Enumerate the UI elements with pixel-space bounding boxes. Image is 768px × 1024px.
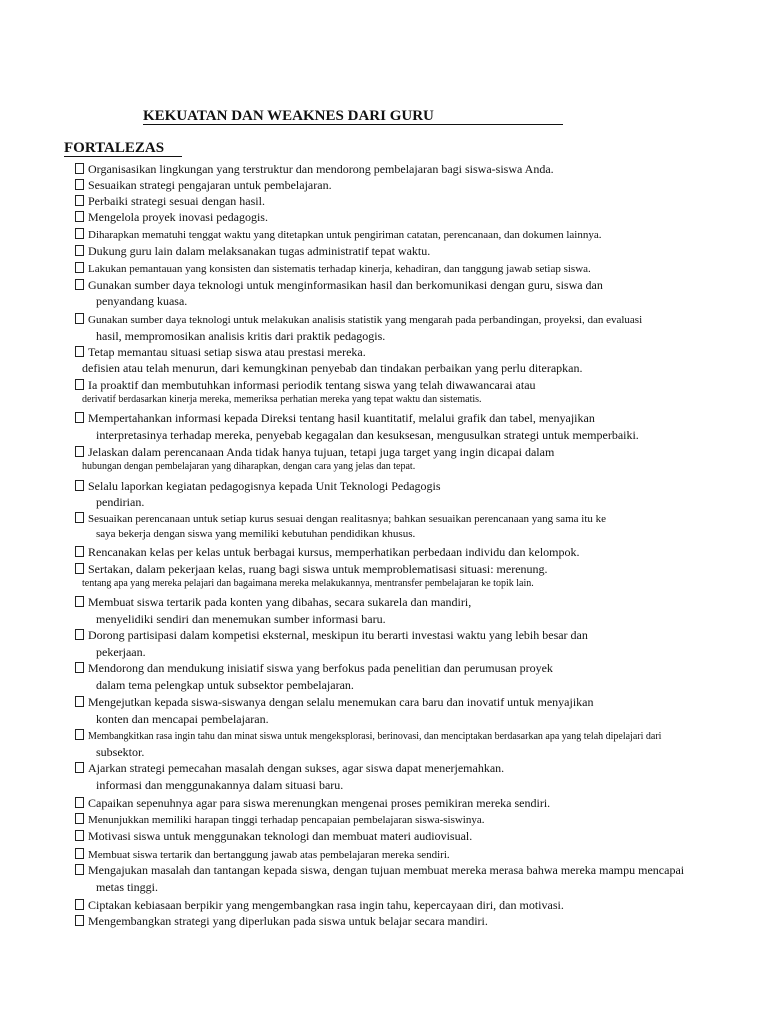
list-item-line — [75, 228, 601, 241]
list-item-line — [75, 796, 550, 811]
list-item-line — [96, 495, 144, 510]
list-item-text: saya bekerja dengan siswa yang memiliki kebutuhan pendidikan khusus. — [96, 528, 416, 540]
list-item-text: hubungan dengan pembelajaran yang diharapkan, dengan cara yang jelas dan tepat. — [82, 461, 416, 472]
list-item-line — [75, 178, 332, 193]
list-item-line — [96, 428, 639, 443]
list-item-line — [75, 863, 684, 878]
list-item-line — [96, 294, 187, 309]
bullet-box-icon — [75, 179, 84, 190]
bullet-box-icon — [75, 262, 84, 273]
list-item-text: Menunjukkan memiliki harapan tinggi terhadap pencapaian pembelajaran siswa-siswinya. — [88, 814, 485, 826]
list-item-line — [82, 394, 482, 405]
list-item-line — [75, 661, 553, 676]
list-item-line — [96, 678, 354, 693]
list-item-line — [75, 479, 441, 494]
list-item-line — [75, 695, 594, 710]
list-item-line — [96, 329, 385, 344]
section-underline — [64, 156, 182, 157]
list-item-text: subsektor. — [96, 745, 145, 759]
list-item-text: Gunakan sumber daya teknologi untuk melakukan analisis statistik yang mengarah pada perbandingan, proyeksi, dan evaluasi — [88, 314, 643, 326]
list-item-line — [75, 729, 661, 742]
list-item-line — [75, 813, 484, 826]
list-item-text: defisien atau telah menurun, dari kemungkinan penyebab dan tindakan perbaikan yang perlu diterapkan. — [82, 361, 583, 375]
bullet-box-icon — [75, 629, 84, 640]
list-item-text: Membuat siswa tertarik dan bertanggung jawab atas pembelajaran mereka sendiri. — [88, 849, 450, 861]
bullet-box-icon — [75, 915, 84, 926]
bullet-box-icon — [75, 379, 84, 390]
bullet-box-icon — [75, 480, 84, 491]
list-item-line — [75, 848, 450, 861]
bullet-box-icon — [75, 813, 84, 824]
list-item-text: Motivasi siswa untuk menggunakan teknologi dan membuat materi audiovisual. — [88, 829, 473, 843]
list-item-line — [82, 578, 534, 589]
list-item-text: interpretasinya terhadap mereka, penyebab kegagalan dan kesuksesan, mengusulkan strategi untuk memperbaiki. — [96, 428, 639, 442]
bullet-box-icon — [75, 830, 84, 841]
list-item-text: Mengajukan masalah dan tantangan kepada siswa, dengan tujuan membuat mereka merasa bahwa mereka mampu mencapai — [88, 863, 685, 877]
bullet-box-icon — [75, 563, 84, 574]
bullet-box-icon — [75, 899, 84, 910]
bullet-box-icon — [75, 211, 84, 222]
list-item-line — [96, 528, 415, 540]
list-item-line — [75, 210, 268, 225]
bullet-box-icon — [75, 864, 84, 875]
list-item-line — [96, 612, 386, 627]
list-item-line — [75, 512, 606, 525]
list-item-line — [96, 880, 158, 895]
list-item-line — [82, 361, 582, 376]
list-item-line — [75, 411, 595, 426]
list-item-text: Jelaskan dalam perencanaan Anda tidak hanya tujuan, tetapi juga target yang ingin dicapai dalam — [88, 445, 555, 459]
list-item-text: Organisasikan lingkungan yang terstruktur dan mendorong pembelajaran bagi siswa-siswa Anda. — [88, 162, 554, 176]
list-item-text: Perbaiki strategi sesuai dengan hasil. — [88, 194, 265, 208]
bullet-box-icon — [75, 546, 84, 557]
list-item-line — [75, 244, 430, 259]
bullet-box-icon — [75, 163, 84, 174]
list-item-line — [75, 898, 564, 913]
list-item-text: hasil, mempromosikan analisis kritis dari praktik pedagogis. — [96, 329, 386, 343]
list-item-text: menyelidiki sendiri dan menemukan sumber informasi baru. — [96, 612, 386, 626]
list-item-text: Dorong partisipasi dalam kompetisi eksternal, meskipun itu berarti investasi waktu yang lebih besar dan — [88, 628, 588, 642]
list-item-text: Ajarkan strategi pemecahan masalah dengan sukses, agar siswa dapat menerjemahkan. — [88, 761, 505, 775]
title-underline — [143, 124, 563, 125]
bullet-box-icon — [75, 279, 84, 290]
list-item-text: Capaikan sepenuhnya agar para siswa merenungkan mengenai proses pemikiran mereka sendiri. — [88, 796, 551, 810]
list-item-text: Mendorong dan mendukung inisiatif siswa yang berfokus pada penelitian dan perumusan proyek — [88, 661, 553, 675]
bullet-box-icon — [75, 245, 84, 256]
list-item-text: Dukung guru lain dalam melaksanakan tugas administratif tepat waktu. — [88, 244, 431, 258]
list-item-text: Rencanakan kelas per kelas untuk berbagai kursus, memperhatikan perbedaan individu dan kelompok. — [88, 545, 580, 559]
list-item-text: Selalu laporkan kegiatan pedagogisnya kepada Unit Teknologi Pedagogis — [88, 479, 441, 493]
document-title: KEKUATAN DAN WEAKNES DARI GURU — [143, 108, 434, 124]
list-item-line — [75, 345, 366, 360]
list-item-text: Mengejutkan kepada siswa-siswanya dengan selalu menemukan cara baru dan inovatif untuk menyajikan — [88, 695, 594, 709]
list-item-line — [75, 194, 265, 209]
list-item-line — [96, 778, 343, 793]
list-item-line — [75, 378, 536, 393]
bullet-box-icon — [75, 195, 84, 206]
list-item-text: Ia proaktif dan membutuhkan informasi periodik tentang siswa yang telah diwawancarai atau — [88, 378, 536, 392]
list-item-text: Mengelola proyek inovasi pedagogis. — [88, 210, 268, 224]
list-item-line — [75, 262, 591, 275]
list-item-line — [75, 914, 488, 929]
bullet-box-icon — [75, 346, 84, 357]
list-item-line — [75, 545, 580, 560]
list-item-text: Sesuaikan perencanaan untuk setiap kurus sesuai dengan realitasnya; bahkan sesuaikan perencanaan yang sama itu ke — [88, 513, 607, 525]
list-item-text: Ciptakan kebiasaan berpikir yang mengembangkan rasa ingin tahu, kepercayaan diri, dan motivasi. — [88, 898, 564, 912]
list-item-text: pendirian. — [96, 495, 145, 509]
bullet-box-icon — [75, 762, 84, 773]
bullet-box-icon — [75, 797, 84, 808]
list-item-text: penyandang kuasa. — [96, 294, 188, 308]
bullet-box-icon — [75, 696, 84, 707]
list-item-line — [75, 562, 548, 577]
list-item-line — [96, 745, 144, 760]
list-item-line — [82, 461, 415, 472]
list-item-line — [75, 761, 504, 776]
bullet-box-icon — [75, 228, 84, 239]
list-item-text: Gunakan sumber daya teknologi untuk menginformasikan hasil dan berkomunikasi dengan guru, siswa dan — [88, 278, 603, 292]
list-item-line — [75, 628, 588, 643]
list-item-line — [75, 829, 472, 844]
list-item-text: Tetap memantau situasi setiap siswa atau prestasi mereka. — [88, 345, 366, 359]
list-item-line — [96, 712, 269, 727]
list-item-text: Membuat siswa tertarik pada konten yang dibahas, secara sukarela dan mandiri, — [88, 595, 472, 609]
list-item-line — [75, 595, 471, 610]
list-item-text: pekerjaan. — [96, 645, 146, 659]
list-item-text: Mempertahankan informasi kepada Direksi tentang hasil kuantitatif, melalui grafik dan tabel, menyajikan — [88, 411, 595, 425]
list-item-text: Mengembangkan strategi yang diperlukan pada siswa untuk belajar secara mandiri. — [88, 914, 488, 928]
bullet-box-icon — [75, 412, 84, 423]
list-item-line — [75, 445, 554, 460]
list-item-text: informasi dan menggunakannya dalam situasi baru. — [96, 778, 344, 792]
bullet-box-icon — [75, 848, 84, 859]
bullet-box-icon — [75, 313, 84, 324]
bullet-box-icon — [75, 662, 84, 673]
list-item-text: Membangkitkan rasa ingin tahu dan minat siswa untuk mengeksplorasi, berinovasi, dan menciptakan berdasarkan apa yang telah dipelajari dari — [88, 731, 662, 742]
list-item-text: metas tinggi. — [96, 880, 158, 894]
list-item-text: konten dan mencapai pembelajaran. — [96, 712, 269, 726]
bullet-box-icon — [75, 729, 84, 740]
list-item-text: derivatif berdasarkan kinerja mereka, memeriksa perhatian mereka yang tepat waktu dan sistematis. — [82, 394, 482, 405]
list-item-line — [75, 313, 642, 326]
bullet-box-icon — [75, 446, 84, 457]
list-item-line — [75, 278, 603, 293]
list-item-line — [96, 645, 146, 660]
list-item-text: dalam tema pelengkap untuk subsektor pembelajaran. — [96, 678, 354, 692]
list-item-text: Diharapkan mematuhi tenggat waktu yang ditetapkan untuk pengiriman catatan, perencanaan, dan dokumen lainnya. — [88, 229, 602, 241]
list-item-text: Sertakan, dalam pekerjaan kelas, ruang bagi siswa untuk memproblematisasi situasi: merenung. — [88, 562, 548, 576]
bullet-box-icon — [75, 596, 84, 607]
bullet-box-icon — [75, 512, 84, 523]
section-heading: FORTALEZAS — [64, 140, 165, 156]
list-item-text: Lakukan pemantauan yang konsisten dan sistematis terhadap kinerja, kehadiran, dan tanggung jawab setiap siswa. — [88, 263, 591, 275]
list-item-line — [75, 162, 554, 177]
list-item-text: tentang apa yang mereka pelajari dan bagaimana mereka melakukannya, mentransfer pembelajaran ke topik lain. — [82, 578, 534, 589]
list-item-text: Sesuaikan strategi pengajaran untuk pembelajaran. — [88, 178, 332, 192]
